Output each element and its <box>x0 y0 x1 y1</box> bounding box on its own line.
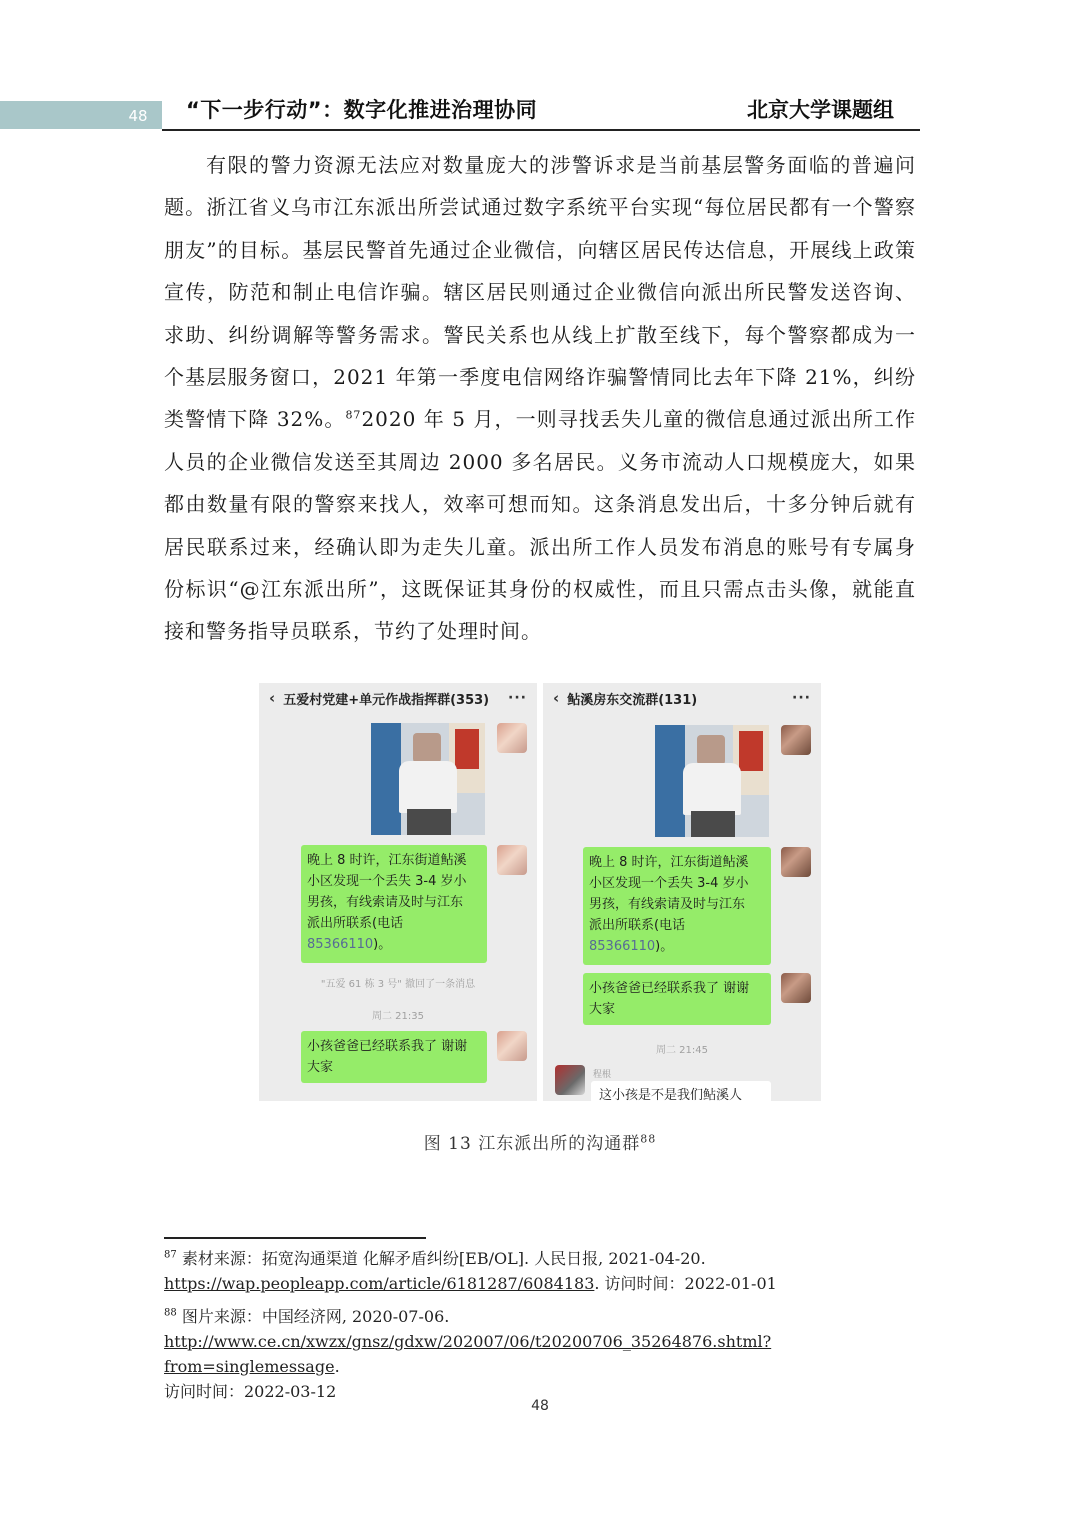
footnote-number: 88 <box>164 1307 177 1319</box>
right-chat-screenshot <box>543 683 821 1101</box>
footnote-link[interactable]: https://wap.peopleapp.com/article/6181287/6084183 <box>164 1274 595 1293</box>
child-photo <box>655 725 769 837</box>
left-group-name: 五爱村党建+单元作战指挥群(353) <box>283 692 490 708</box>
left-message-bubble <box>301 845 487 963</box>
caption-text: 图 13 江东派出所的沟通群 <box>423 1134 641 1154</box>
right-phone-link: 85366110 <box>589 939 656 954</box>
right-chat-topbar <box>543 683 821 713</box>
figure-chat-screenshots <box>259 683 821 1101</box>
sender-avatar <box>497 723 527 753</box>
right-timestamp: 周二 21:45 <box>656 1045 708 1056</box>
page-footer-number: 48 <box>531 1398 549 1414</box>
header-organization: 北京大学课题组 <box>747 98 894 122</box>
right-reply-bubble: 小孩爸爸已经联系我了 谢谢 大家 <box>583 973 771 1025</box>
footnote-access-date: . 访问时间：2022-01-01 <box>594 1274 777 1293</box>
body-text-a: 有限的警力资源无法应对数量庞大的涉警诉求是当前基层警务面临的普遍问题。浙江省义乌市江东派出所尝试通过数字系统平台实现“每位居民都有一个警察朋友”的目标。基层民警首先通过企业微信，向辖区居民传达信息，开展线上政策宣传，防范和制止电信诈骗。辖区居民则通过企业微信向派出所民警发送咨询、求助、纠纷调解等警务需求。警民关系也从线上扩散至线下，每个警察都成为一个基层服务窗口，2021 年第一季度电信网络诈骗警情同比去年下降 21%，纠纷类警情下降 32%。 <box>164 153 916 432</box>
body-text-b: 2020 年 5 月，一则寻找丢失儿童的微信息通过派出所工作人员的企业微信发送至其周边 2000 多名居民。义务市流动人口规模庞大，如果都由数量有限的警察来找人，效率可想而知。这条消息发出后，十多分钟后就有居民联系过来，经确认即为走失儿童。派出所工作人员发布消息的账号有专属身份标识“@江东派出所”，这既保证其身份的权威性，而且只需点击头像，就能直接和警务指导员联系，节约了处理时间。 <box>164 407 916 644</box>
sender-name: 程根 <box>593 1070 612 1080</box>
header-rule <box>162 129 920 131</box>
child-photo <box>371 723 485 835</box>
footnotes <box>164 1246 924 1412</box>
footnote-rule <box>164 1237 426 1239</box>
footnote-period: . <box>334 1357 340 1376</box>
right-message-end: )。 <box>655 939 674 954</box>
footnote-88 <box>164 1304 924 1404</box>
sender-avatar <box>781 973 811 1003</box>
back-chevron-icon: ‹ <box>553 689 560 707</box>
partial-message: 这小孩是不是我们鲇溪人 <box>591 1081 771 1101</box>
sender-avatar <box>781 725 811 755</box>
sender-avatar <box>497 845 527 875</box>
right-message-text: 晚上 8 时许，江东街道鲇溪 小区发现一个丢失 3-4 岁小 男孩，有线索请及时与江东 派出所联系(电话 <box>589 855 749 933</box>
recall-notice: "五爱 61 栋 3 号" 撤回了一条消息 <box>320 979 476 990</box>
sender-avatar <box>781 847 811 877</box>
more-icon: ··· <box>508 690 527 706</box>
footnote-link[interactable]: http://www.ce.cn/xwzx/gnsz/gdxw/202007/06/t20200706_35264876.shtml?from=singlemessage <box>164 1332 772 1376</box>
footnote-87 <box>164 1246 924 1296</box>
header-page-number: 48 <box>128 107 148 125</box>
more-icon: ··· <box>792 690 811 706</box>
footnote-access-date: 访问时间：2022-03-12 <box>164 1382 337 1401</box>
footnote-ref-87[interactable]: 87 <box>345 408 362 422</box>
footnote-ref-88[interactable]: 88 <box>640 1132 657 1146</box>
member-avatar <box>555 1065 585 1095</box>
left-chat-topbar <box>259 683 537 713</box>
right-message-bubble <box>583 847 771 965</box>
left-message-text: 晚上 8 时许，江东街道鲇溪 小区发现一个丢失 3-4 岁小 男孩，有线索请及时与江东 派出所联系(电话 <box>307 853 467 931</box>
right-group-name: 鲇溪房东交流群(131) <box>567 692 698 708</box>
left-chat-screenshot <box>259 683 537 1101</box>
footnote-text: 图片来源：中国经济网, 2020-07-06. <box>181 1307 450 1326</box>
left-phone-link: 85366110 <box>307 937 374 952</box>
left-message-end: )。 <box>373 937 392 952</box>
figure-caption <box>0 1129 1080 1154</box>
body-paragraph <box>164 144 916 653</box>
footnote-number: 87 <box>164 1249 177 1261</box>
left-timestamp: 周二 21:35 <box>372 1011 424 1022</box>
left-reply-bubble: 小孩爸爸已经联系我了 谢谢 大家 <box>301 1031 487 1083</box>
footnote-text: 素材来源：拓宽沟通渠道 化解矛盾纠纷[EB/OL]. 人民日报, 2021-04-20. <box>181 1249 706 1268</box>
header-title: “下一步行动”：数字化推进治理协同 <box>186 98 538 122</box>
sender-avatar <box>497 1031 527 1061</box>
back-chevron-icon: ‹ <box>269 689 276 707</box>
